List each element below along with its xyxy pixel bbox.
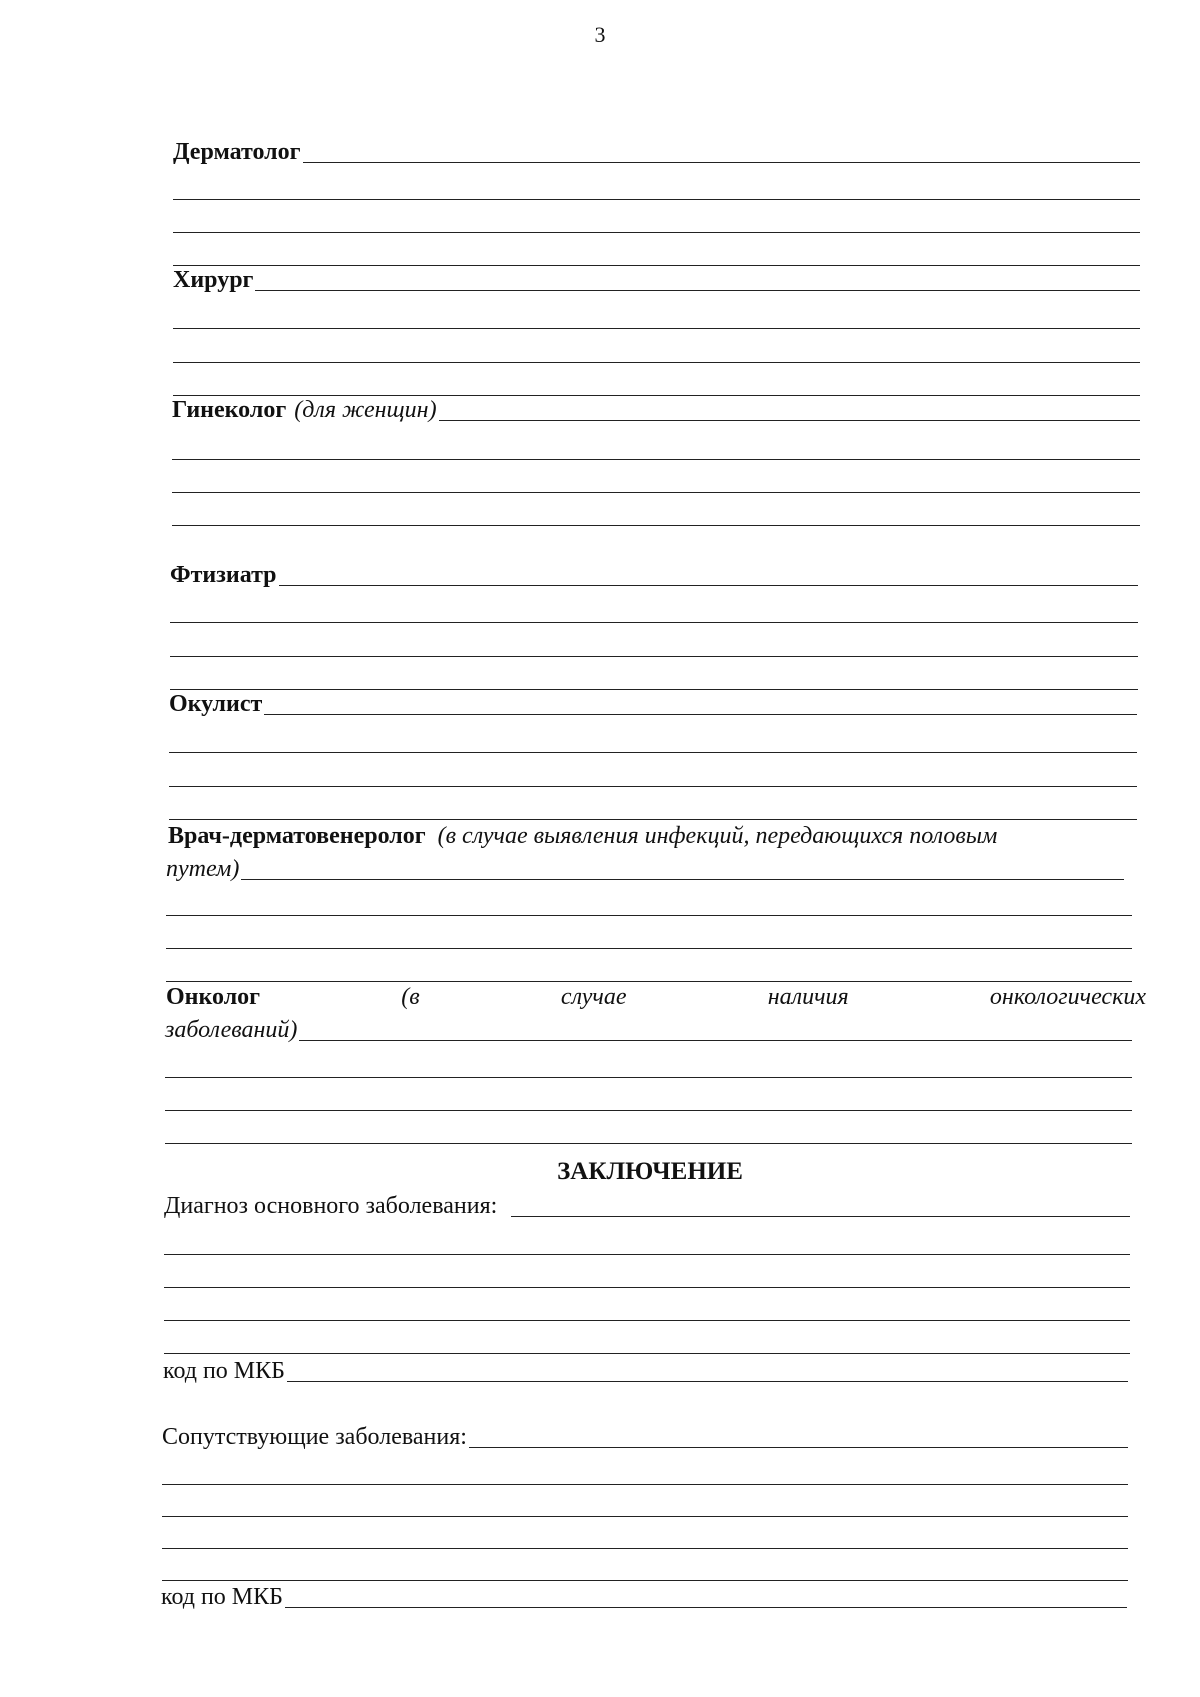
oncologist-note-word: (в [401, 984, 420, 1010]
oculist-line-3[interactable] [169, 786, 1137, 787]
comorbidities-line-3[interactable] [162, 1516, 1128, 1517]
dermatologist-line-2[interactable] [173, 199, 1140, 200]
phthisiatrician-label: Фтизиатр [170, 562, 277, 588]
main-diagnosis-line-3[interactable] [164, 1287, 1130, 1288]
oncologist-line-2[interactable] [165, 1077, 1132, 1078]
oncologist-line-4[interactable] [165, 1143, 1132, 1144]
surgeon-label: Хирург [173, 267, 254, 293]
oncologist-note-word: онкологических [989, 984, 1146, 1010]
phthisiatrician-line-2[interactable] [170, 622, 1138, 623]
dermatovenerologist-field[interactable] [241, 857, 1124, 880]
dermatovenerologist-note-cont: путем) [166, 856, 240, 882]
icd-code-field[interactable] [287, 1359, 1128, 1382]
oculist-label: Окулист [169, 691, 263, 717]
main-diagnosis-line-2[interactable] [164, 1254, 1130, 1255]
gynecologist-line-2[interactable] [172, 459, 1140, 460]
comorbidities-field[interactable] [469, 1425, 1128, 1448]
comorbidities-label: Сопутствующие заболевания: [162, 1424, 467, 1450]
gynecologist-label: Гинеколог [172, 397, 287, 423]
surgeon-row [173, 266, 1140, 294]
conclusion-heading: ЗАКЛЮЧЕНИЕ [557, 1158, 743, 1185]
surgeon-field[interactable] [255, 268, 1140, 291]
gynecologist-row [172, 396, 1140, 424]
oculist-line-4[interactable] [169, 819, 1137, 820]
oncologist-note-cont: заболеваний) [165, 1017, 298, 1043]
oncologist-row [165, 1016, 1132, 1044]
phthisiatrician-row [170, 561, 1138, 589]
surgeon-line-2[interactable] [173, 328, 1140, 329]
dermatologist-label: Дерматолог [173, 139, 301, 165]
phthisiatrician-line-3[interactable] [170, 656, 1138, 657]
dermatovenerologist-label: Врач-дерматовенеролог [168, 823, 426, 849]
surgeon-line-3[interactable] [173, 362, 1140, 363]
oncologist-note-word: случае [560, 984, 627, 1010]
icd-code-label: код по МКБ [163, 1358, 285, 1384]
comorbidities-row [162, 1423, 1128, 1451]
dermatovenerologist-note: (в случае выявления инфекций, передающихся половым [437, 823, 998, 849]
dermatovenerologist-line-4[interactable] [166, 981, 1132, 982]
comorbidities-line-5[interactable] [162, 1580, 1128, 1581]
dermatologist-field[interactable] [303, 140, 1140, 163]
dermatologist-row [173, 138, 1140, 166]
phthisiatrician-field[interactable] [279, 563, 1138, 586]
gynecologist-field[interactable] [439, 398, 1140, 421]
comorbidities-line-4[interactable] [162, 1548, 1128, 1549]
dermatologist-line-3[interactable] [173, 232, 1140, 233]
oculist-row [169, 690, 1137, 718]
dermatovenerologist-line-2[interactable] [166, 915, 1132, 916]
oncologist-note-word: наличия [767, 984, 849, 1010]
oculist-field[interactable] [264, 692, 1137, 715]
gynecologist-note: (для женщин) [294, 397, 437, 423]
oncologist-line-3[interactable] [165, 1110, 1132, 1111]
main-diagnosis-field[interactable] [511, 1194, 1130, 1217]
icd-code-row-2 [161, 1583, 1127, 1611]
oncologist-heading [166, 983, 1146, 1011]
dermatovenerologist-line-3[interactable] [166, 948, 1132, 949]
gynecologist-line-4[interactable] [172, 525, 1140, 526]
comorbidities-line-2[interactable] [162, 1484, 1128, 1485]
main-diagnosis-line-4[interactable] [164, 1320, 1130, 1321]
oculist-line-2[interactable] [169, 752, 1137, 753]
gynecologist-line-3[interactable] [172, 492, 1140, 493]
icd-code-label-2: код по МКБ [161, 1584, 283, 1610]
oncologist-label: Онколог [166, 984, 261, 1010]
dermatovenerologist-heading [168, 822, 997, 850]
page-number: 3 [594, 22, 606, 47]
main-diagnosis-row [164, 1192, 1130, 1220]
icd-code-field-2[interactable] [285, 1585, 1127, 1608]
main-diagnosis-line-5[interactable] [164, 1353, 1130, 1354]
oncologist-field[interactable] [299, 1018, 1132, 1041]
main-diagnosis-label: Диагноз основного заболевания: [164, 1193, 498, 1219]
dermatovenerologist-row [166, 855, 1124, 883]
icd-code-row [163, 1357, 1128, 1385]
